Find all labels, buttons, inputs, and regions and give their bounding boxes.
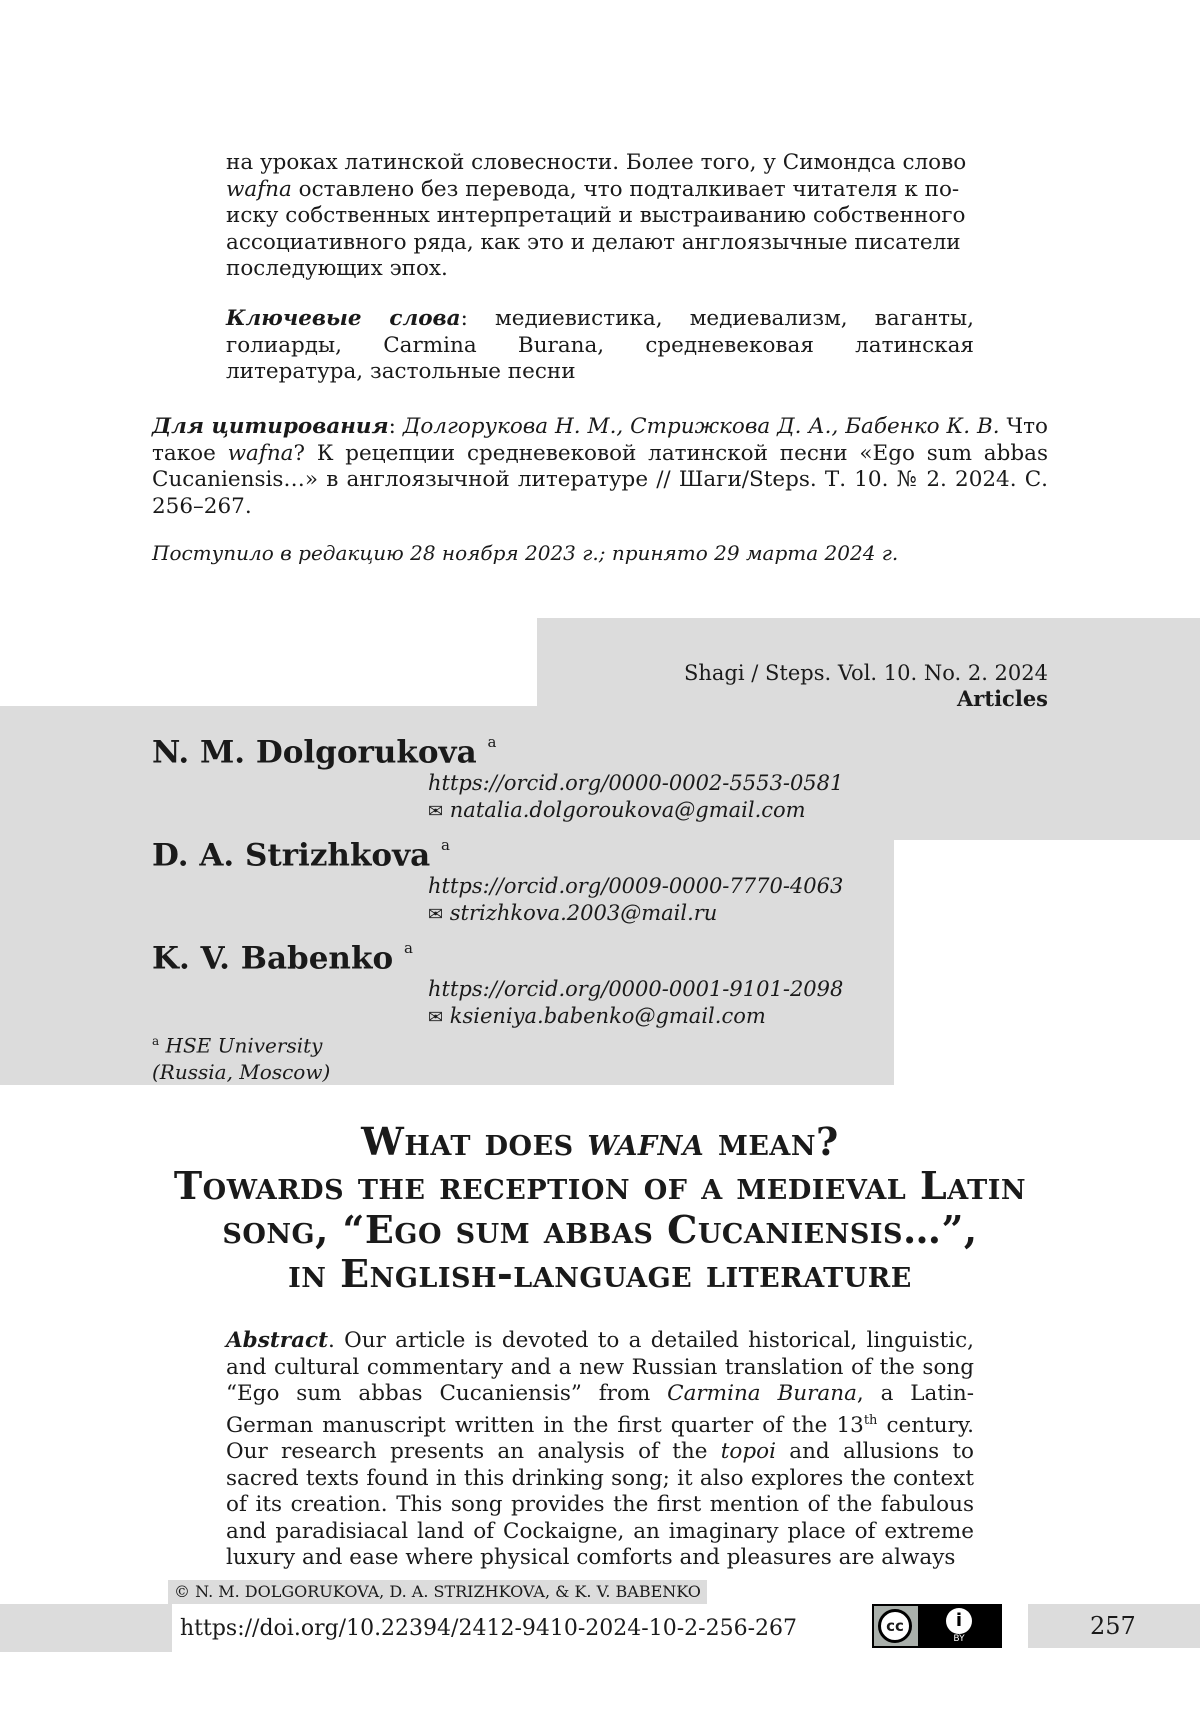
cc-circle-icon: cc <box>878 1609 912 1643</box>
author-name: K. V. Babenko $^a$ <box>152 939 413 977</box>
email-line[interactable]: ✉ strizhkova.2003@mail.ru <box>428 901 718 925</box>
page-number: 257 <box>1090 1612 1136 1640</box>
orcid-link[interactable]: https://orcid.org/0000-0002-5553-0581 <box>428 771 844 795</box>
by-panel <box>918 1606 1000 1646</box>
envelope-icon: ✉ <box>428 1007 444 1028</box>
doi-link[interactable]: https://doi.org/10.22394/2412-9410-2024-10-2-256-267 <box>180 1616 797 1641</box>
article-title: What does wafna mean? Towards the reception of a medieval Latin song, “Ego sum abbas Cucaniensis…”, in English-language literature <box>173 1119 1027 1296</box>
author-name: D. A. Strizhkova $^a$ <box>152 836 450 874</box>
email-line[interactable]: ✉ natalia.dolgoroukova@gmail.com <box>428 798 806 822</box>
envelope-icon: ✉ <box>428 904 444 925</box>
abstract: Abstract. Our article is devoted to a detailed historical, linguistic, and cultural commentary and a new Russian translation of the song “Ego sum abbas Cucaniensis” from Carmina Burana, a Latin-German manuscript written in the first quarter of the 13th century. Our research presents an analysis of the topoi and allusions to sacred texts found in this drinking song; it also explores the context of its creation. This song provides the first mention of the fabulous and paradisiacal land of Cockaigne, an imaginary place of extreme luxury and ease where physical comforts and pleasures are always <box>226 1328 974 1571</box>
orcid-link[interactable]: https://orcid.org/0009-0000-7770-4063 <box>428 874 844 898</box>
citation: Для цитирования: Долгорукова Н. М., Стрижкова Д. А., Бабенко К. В. Что такое wafna? К рецепции средневековой латинской песни «Ego sum abbas Cucaniensis…» в англоязычной литературе // Шаги/Steps. Т. 10. № 2. 2024. С. 256–267. <box>152 414 1049 519</box>
affiliation: $^a$ HSE University (Russia, Moscow) <box>152 1033 331 1084</box>
journal-issue: Shagi / Steps. Vol. 10. No. 2. 2024 <box>683 661 1048 685</box>
footer-bar-left <box>0 1604 172 1652</box>
copyright-line: © N. M. DOLGORUKOVA, D. A. STRIZHKOVA, & K. V. BABENKO <box>168 1580 707 1604</box>
orcid-link[interactable]: https://orcid.org/0000-0001-9101-2098 <box>428 977 844 1001</box>
author-name: N. M. Dolgorukova $^a$ <box>152 733 497 771</box>
cc-by-icon[interactable] <box>872 1604 1002 1648</box>
envelope-icon: ✉ <box>428 801 444 822</box>
received-date: Поступило в редакцию 28 ноября 2023 г.; принято 29 марта 2024 г. <box>152 541 899 565</box>
email-line[interactable]: ✉ ksieniya.babenko@gmail.com <box>428 1004 766 1028</box>
by-label: BY <box>953 1634 965 1644</box>
ru-keywords: Ключевые слова: медиевистика, медиевализм, ваганты, голиарды, Carmina Burana, средневековая латинская литература, застольные песни <box>226 306 974 384</box>
person-icon: i <box>946 1608 972 1634</box>
ru-abstract-end: на уроках латинской словесности. Более того, у Симондса слово wafna оставлено без перевода, что подталкивает читателя к по- иску собственных интерпретаций и выстраиванию собственного ассоциативного ряда, как это и делают англоязычные писатели последующих эпох. <box>226 150 967 281</box>
journal-section: Articles <box>957 686 1048 711</box>
